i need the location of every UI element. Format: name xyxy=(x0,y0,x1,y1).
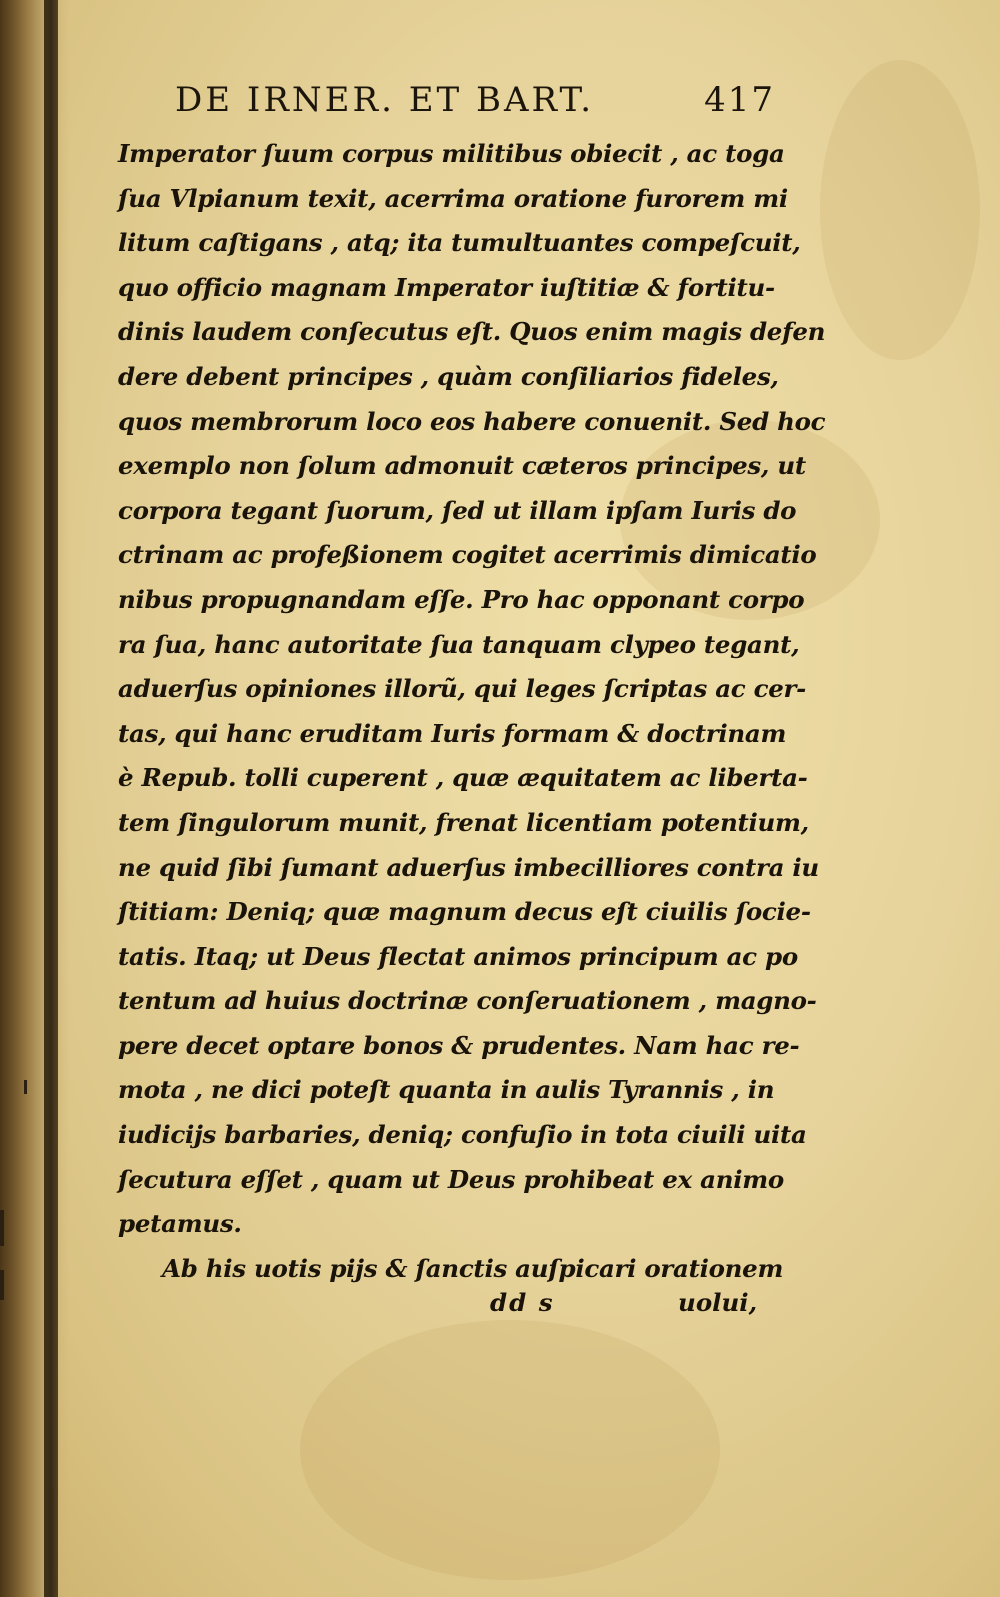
text-line: aduerſus opiniones illorũ, qui leges ſcriptas ac cer- xyxy=(118,674,807,704)
text-block xyxy=(118,132,826,1291)
signature-mark: dd s xyxy=(490,1288,555,1317)
text-line: quos membrorum loco eos habere conuenit. Sed hoc xyxy=(118,406,826,436)
text-line: litum caſtigans , atq; ita tumultuantes compeſcuit, xyxy=(118,228,801,258)
text-line: ra ſua, hanc autoritate ſua tanquam clypeo tegant, xyxy=(118,629,800,659)
text-line: tas, qui hanc eruditam Iuris formam & doctrinam xyxy=(118,718,787,748)
text-line: è Repub. tolli cuperent , quæ æquitatem ac liberta- xyxy=(118,763,808,793)
text-line: ne quid ſibi ſumant aduerſus imbecilliores contra iu xyxy=(118,852,819,882)
margin-mark xyxy=(24,1080,27,1094)
text-line: tentum ad huius doctrinæ conſeruationem , magno- xyxy=(118,986,817,1016)
text-line: ſecutura eſſet , quam ut Deus prohibeat ex animo xyxy=(118,1164,784,1194)
text-line: Imperator ſuum corpus militibus obiecit , ac toga xyxy=(118,139,785,168)
paper-stain xyxy=(820,60,980,360)
page-footer xyxy=(118,1282,778,1326)
text-line: exemplo non ſolum admonuit cæteros principes, ut xyxy=(118,451,806,481)
text-line: mota , ne dici poteſt quanta in aulis Tyrannis , in xyxy=(118,1075,775,1105)
text-line: ſua Vlpianum texit, acerrima oratione furorem mi xyxy=(118,183,788,213)
page-number: 417 xyxy=(704,80,775,120)
paper-stain xyxy=(300,1320,720,1580)
binding-gutter xyxy=(0,0,70,1597)
text-line: tatis. Itaq; ut Deus flectat animos principum ac po xyxy=(118,941,798,971)
text-line: ſtitiam: Deniq; quæ magnum decus eſt ciuilis ſocie- xyxy=(118,897,811,927)
text-line: nibus propugnandam eſſe. Pro hac opponant corpo xyxy=(118,584,805,614)
text-line: corpora tegant ſuorum, ſed ut illam ipſam Iuris do xyxy=(118,495,797,525)
text-line: petamus. xyxy=(118,1209,242,1239)
text-line: dere debent principes , quàm conſiliarios fideles, xyxy=(118,361,779,391)
binding-shadow xyxy=(44,0,58,1597)
running-title: DE IRNER. ET BART. xyxy=(175,80,595,120)
margin-mark xyxy=(0,1210,4,1246)
text-line: dinis laudem conſecutus eſt. Quos enim magis defen xyxy=(118,317,826,347)
text-line: tem ſingulorum munit, frenat licentiam potentium, xyxy=(118,807,809,837)
catchword: uolui, xyxy=(678,1288,758,1317)
margin-mark xyxy=(0,1270,4,1300)
text-line: quo officio magnam Imperator iuſtitiæ & fortitu- xyxy=(118,272,775,302)
page-header xyxy=(175,72,775,132)
text-line: ctrinam ac profeßionem cogitet acerrimis dimicatio xyxy=(118,540,817,570)
text-line: pere decet optare bonos & prudentes. Nam hac re- xyxy=(118,1030,800,1060)
final-paragraph-line: Ab his uotis pijs & ſanctis auſpicari orationem xyxy=(162,1253,784,1283)
text-line: iudicijs barbaries, deniq; confuſio in tota ciuili uita xyxy=(118,1120,807,1150)
